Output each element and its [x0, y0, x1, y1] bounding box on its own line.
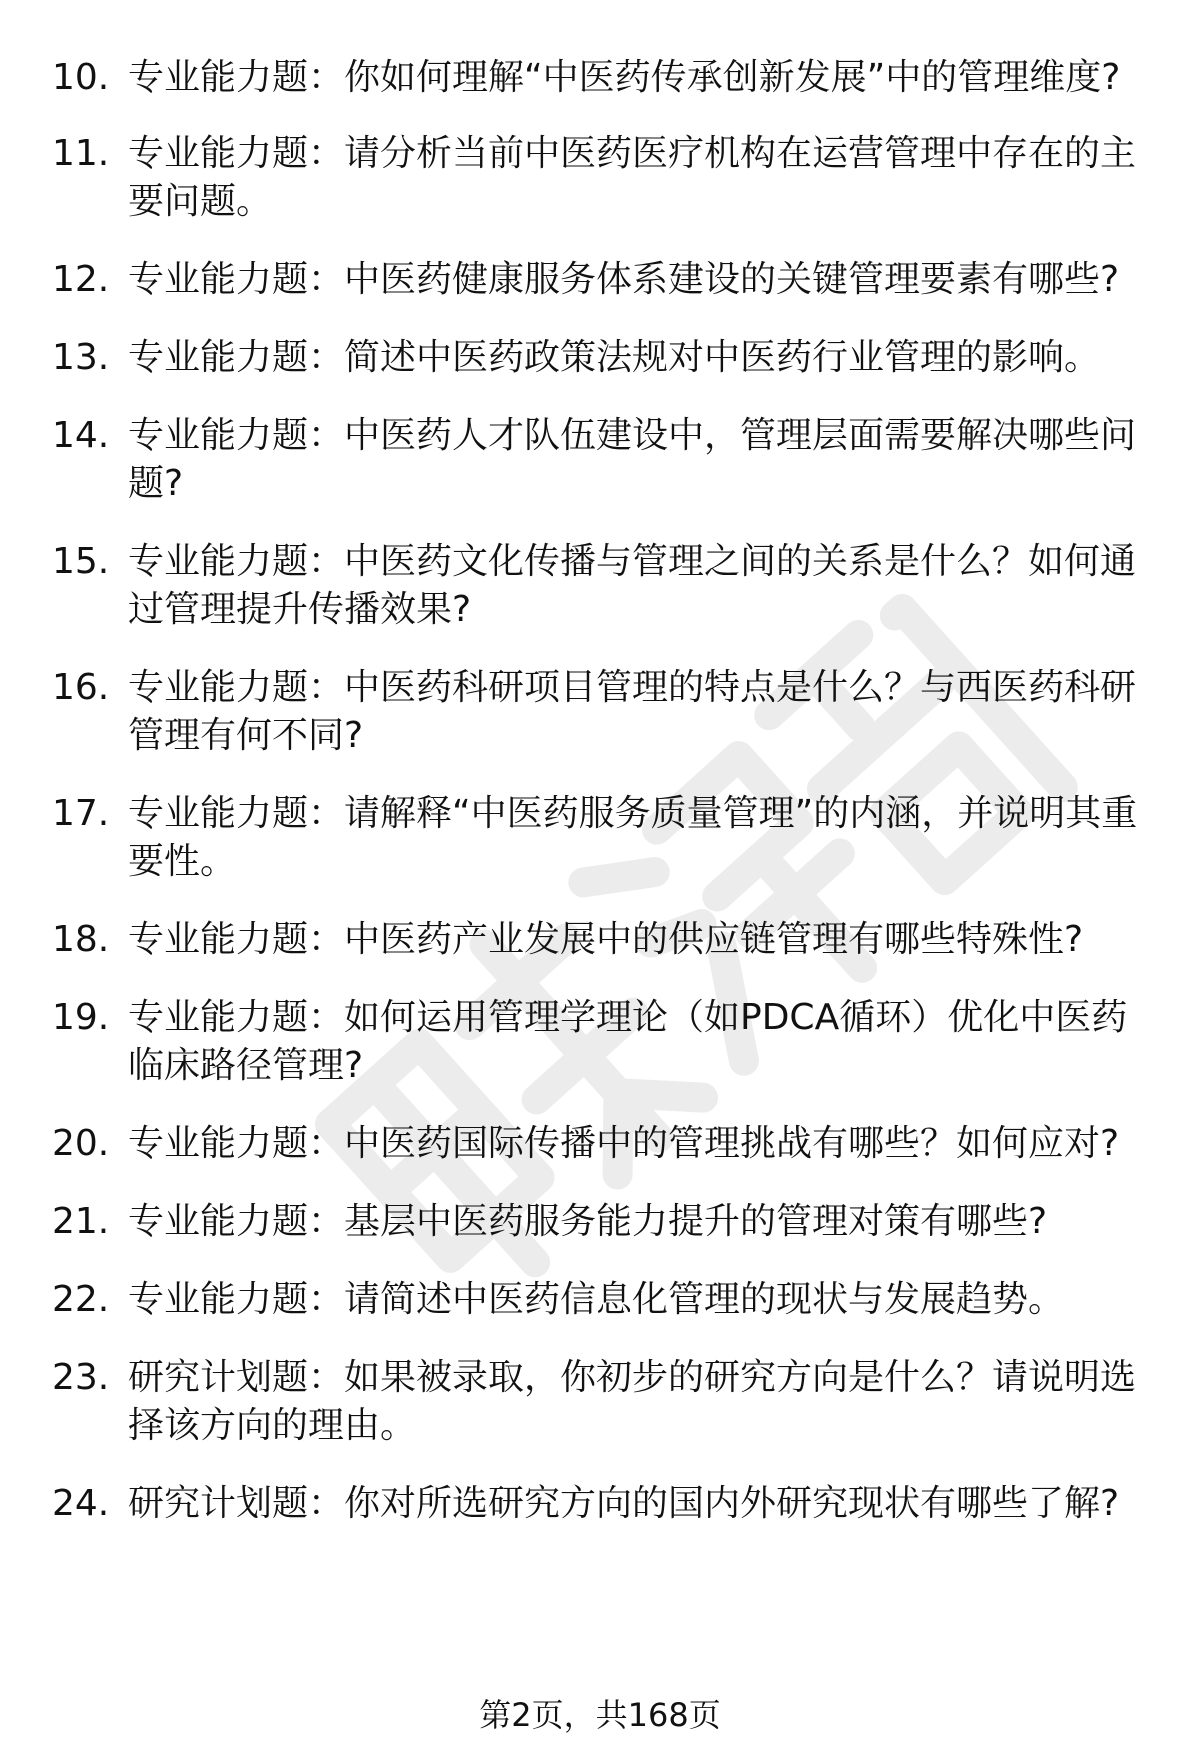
question-text: 专业能力题：中医药国际传播中的管理挑战有哪些？如何应对?	[128, 1123, 1120, 1164]
question-text: 专业能力题：基层中医药服务能力提升的管理对策有哪些?	[128, 1201, 1048, 1242]
question-text: 专业能力题：请简述中医药信息化管理的现状与发展趋势。	[128, 1279, 1065, 1320]
question-item	[0, 130, 1200, 226]
question-number: 13.	[52, 337, 110, 378]
question-text: 专业能力题：中医药健康服务体系建设的关键管理要素有哪些?	[128, 259, 1120, 300]
question-number: 17.	[52, 793, 110, 834]
question-text: 专业能力题：请分析当前中医药医疗机构在运营管理中存在的主要问题。	[128, 133, 1137, 222]
question-number: 23.	[52, 1357, 110, 1398]
question-list	[0, 54, 1200, 1528]
question-number: 16.	[52, 667, 110, 708]
question-text: 专业能力题：中医药科研项目管理的特点是什么？与西医药科研管理有何不同?	[128, 667, 1137, 756]
question-item	[0, 538, 1200, 634]
question-number: 12.	[52, 259, 110, 300]
question-item	[0, 1198, 1200, 1246]
question-text: 专业能力题：请解释“中医药服务质量管理”的内涵，并说明其重要性。	[128, 793, 1138, 882]
question-item	[0, 1120, 1200, 1168]
question-item	[0, 790, 1200, 886]
question-text: 专业能力题：简述中医药政策法规对中医药行业管理的影响。	[128, 337, 1101, 378]
question-item	[0, 916, 1200, 964]
question-number: 20.	[52, 1123, 110, 1164]
question-item	[0, 256, 1200, 304]
question-text: 专业能力题：中医药人才队伍建设中，管理层面需要解决哪些问题?	[128, 415, 1137, 504]
question-item	[0, 1354, 1200, 1450]
question-text: 研究计划题：如果被录取，你初步的研究方向是什么？请说明选择该方向的理由。	[128, 1357, 1137, 1446]
question-text: 专业能力题：中医药产业发展中的供应链管理有哪些特殊性?	[128, 919, 1084, 960]
question-item	[0, 412, 1200, 508]
question-number: 11.	[52, 133, 110, 174]
question-text: 研究计划题：你对所选研究方向的国内外研究现状有哪些了解?	[128, 1483, 1120, 1524]
question-item	[0, 994, 1200, 1090]
question-item	[0, 664, 1200, 760]
question-number: 22.	[52, 1279, 110, 1320]
question-number: 10.	[52, 57, 110, 98]
question-number: 21.	[52, 1201, 110, 1242]
question-text: 专业能力题：如何运用管理学理论（如PDCA循环）优化中医药临床路径管理?	[128, 997, 1128, 1086]
question-text: 专业能力题：你如何理解“中医药传承创新发展”中的管理维度?	[128, 57, 1121, 98]
question-item	[0, 1480, 1200, 1528]
question-number: 18.	[52, 919, 110, 960]
question-text: 专业能力题：中医药文化传播与管理之间的关系是什么？如何通过管理提升传播效果?	[128, 541, 1137, 630]
question-item	[0, 334, 1200, 382]
question-number: 24.	[52, 1483, 110, 1524]
question-item	[0, 1276, 1200, 1324]
question-number: 15.	[52, 541, 110, 582]
page-number-footer: 第2页，共168页	[479, 1696, 721, 1734]
question-number: 19.	[52, 997, 110, 1038]
question-item	[0, 54, 1200, 102]
question-number: 14.	[52, 415, 110, 456]
